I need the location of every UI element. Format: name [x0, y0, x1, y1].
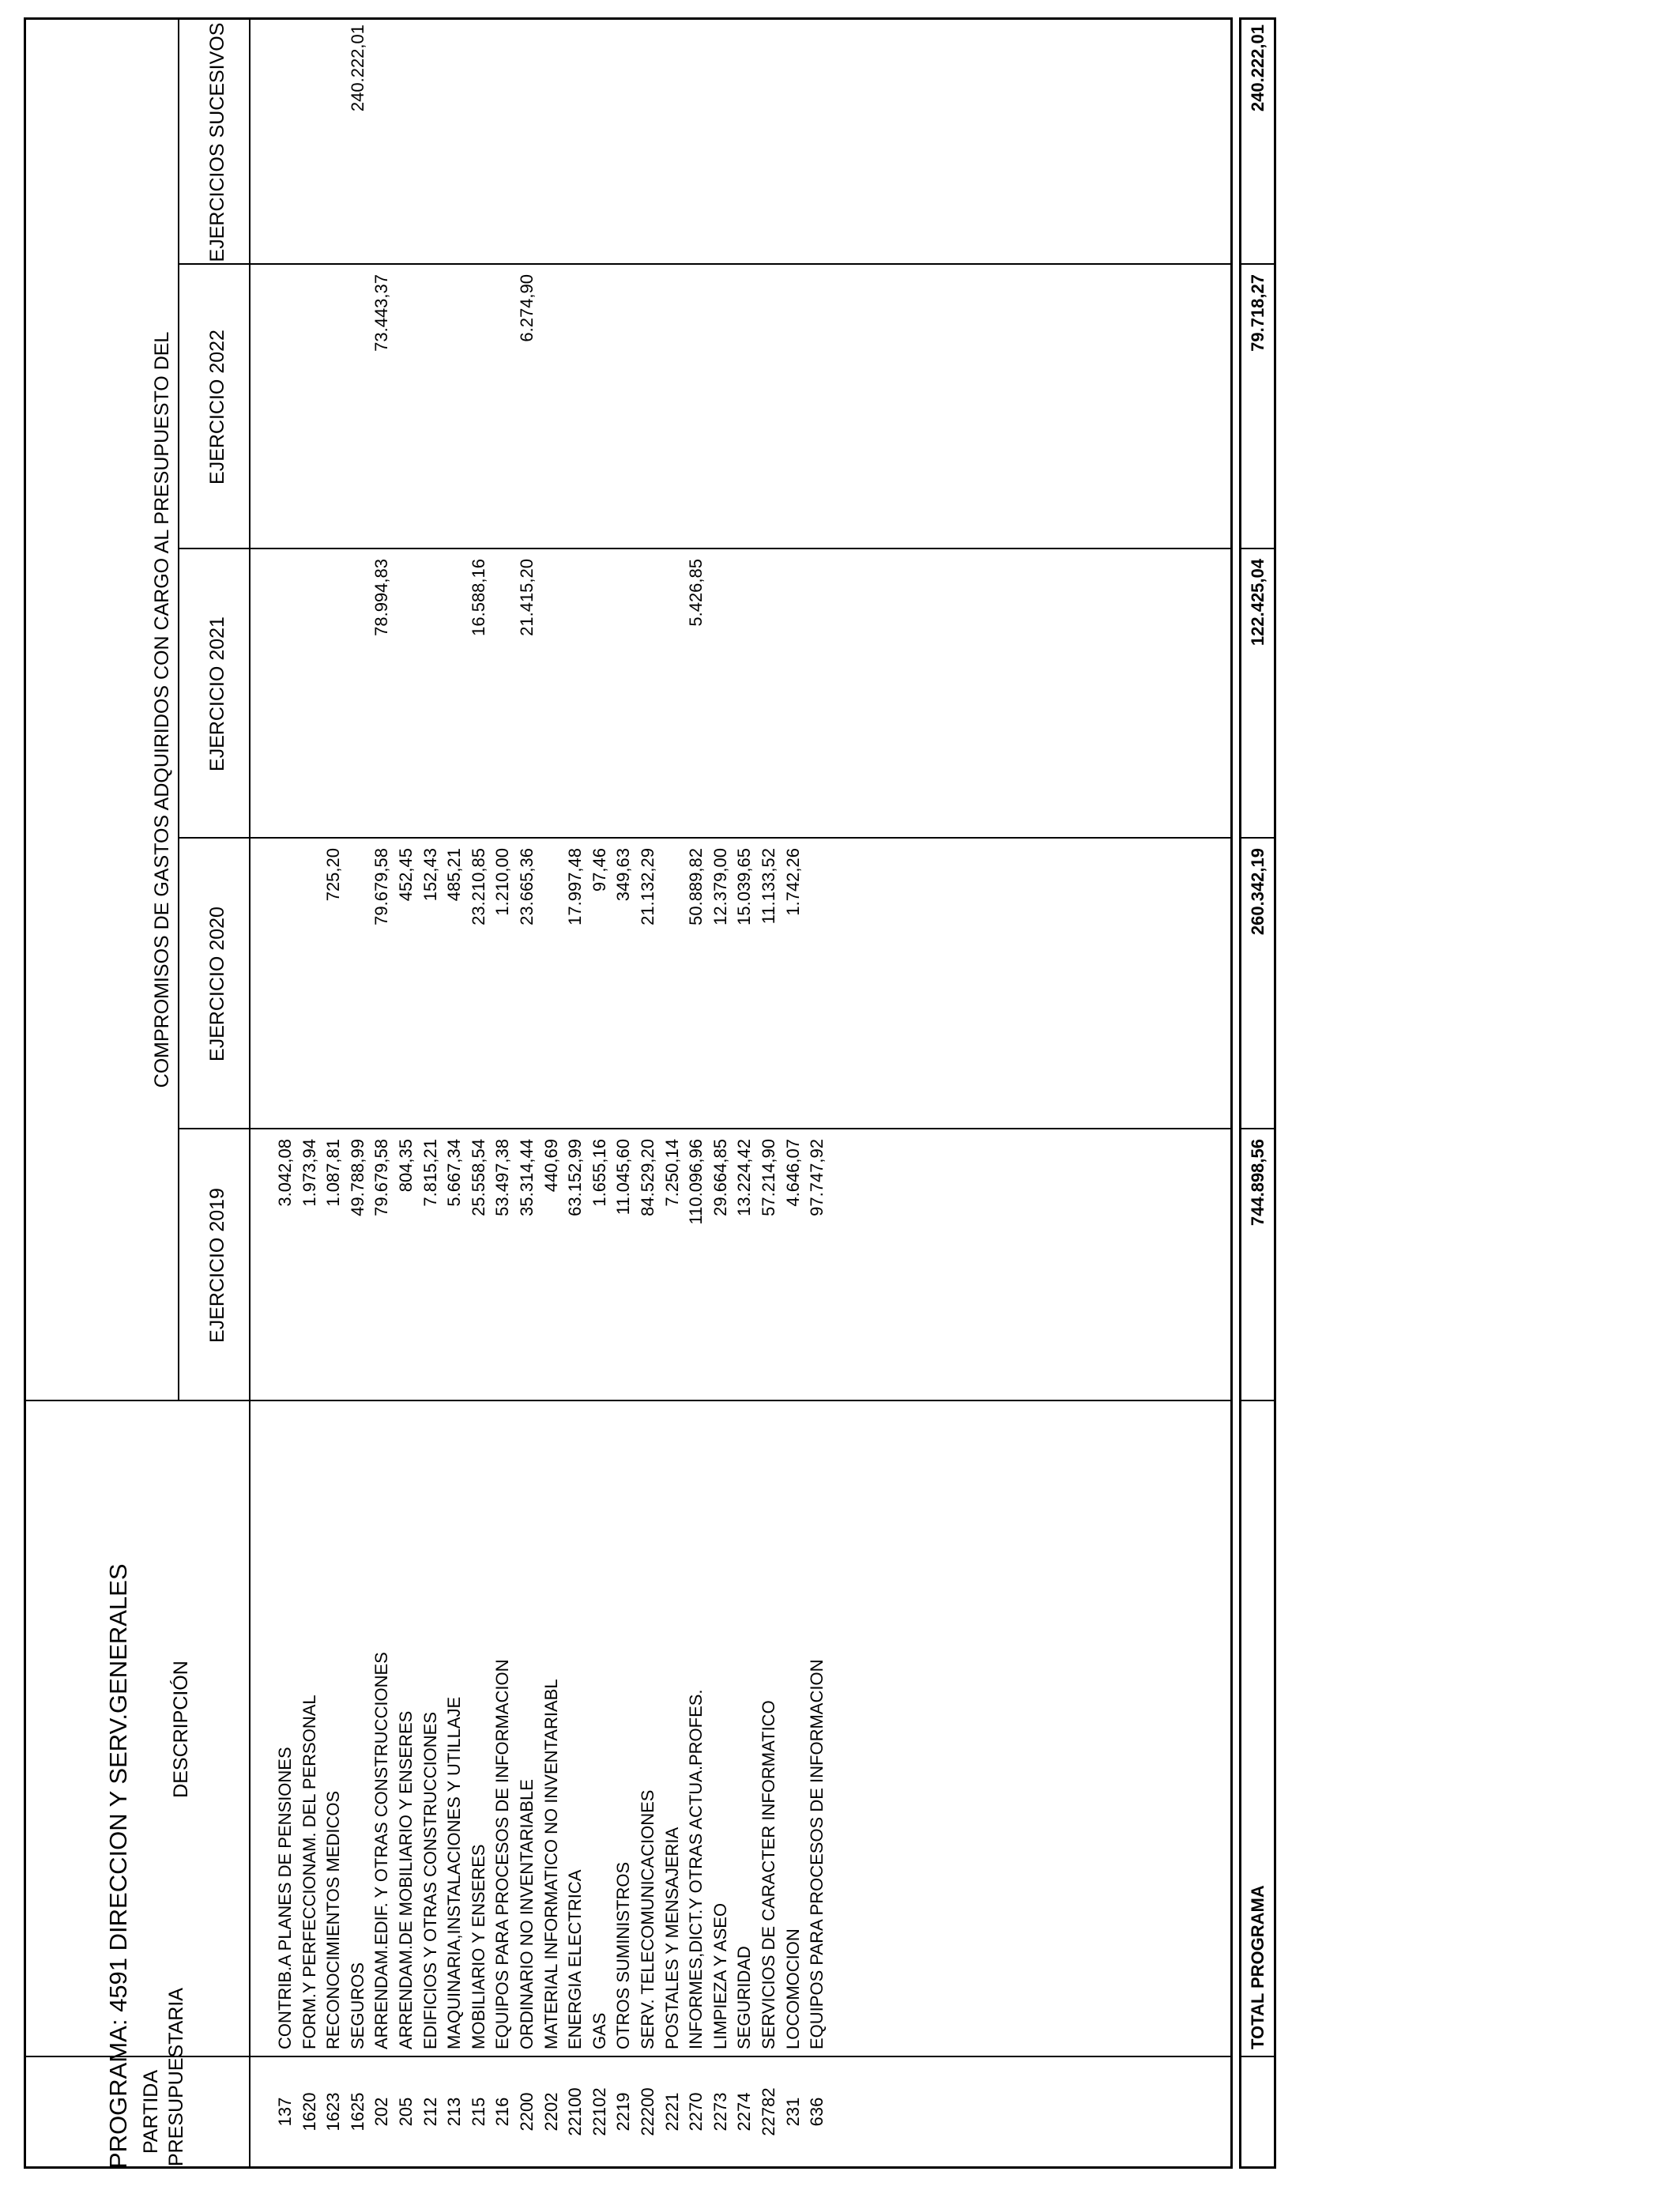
amount-2019: 49.788,99	[347, 1139, 367, 1216]
amount-sucesivos	[562, 25, 589, 265]
amount-sucesivos	[755, 25, 782, 265]
amount-2022	[489, 274, 516, 549]
partida-code: 213	[444, 2097, 465, 2127]
total-2019: 744.898,56	[1248, 1139, 1268, 1227]
amount-sucesivos	[417, 25, 444, 265]
partida-description: EQUIPOS PARA PROCESOS DE INFORMACION	[807, 1659, 827, 2049]
amount-2020: 12.379,00	[710, 848, 730, 925]
amount-2021	[441, 559, 468, 839]
amount-2021	[538, 559, 565, 839]
amount-2021	[731, 559, 758, 839]
amount-2021	[755, 559, 782, 839]
amount-2020: 725,20	[323, 848, 344, 902]
amount-2022	[441, 274, 468, 549]
amount-2021: 5.426,85	[686, 559, 706, 627]
ejercicio-2021-header: EJERCICIO 2021	[206, 616, 228, 771]
amount-sucesivos	[393, 25, 420, 265]
partida-code: 636	[807, 2097, 827, 2127]
amount-sucesivos	[635, 25, 661, 265]
total-sucesivos: 240.222,01	[1248, 25, 1268, 112]
amount-2019: 63.152,99	[565, 1139, 586, 1216]
compromisos-header: COMPROMISOS DE GASTOS ADQUIRIDOS CON CARGO AL PRESUPUESTO DEL	[151, 331, 173, 1088]
amount-2019: 7.815,21	[420, 1139, 440, 1207]
amount-sucesivos	[272, 25, 299, 265]
amount-sucesivos	[659, 25, 686, 265]
amount-2020: 23.210,85	[468, 848, 488, 925]
amount-sucesivos	[804, 25, 831, 265]
amount-2021	[272, 559, 299, 839]
amount-sucesivos	[538, 25, 565, 265]
amount-2022	[562, 274, 589, 549]
amount-2019: 3.042,08	[275, 1139, 295, 1207]
amount-2020: 1.210,00	[492, 848, 513, 916]
partida-description: CONTRIB.A PLANES DE PENSIONES	[275, 1747, 295, 2049]
amount-2020: 1.742,26	[782, 848, 803, 916]
partida-header-line2: PRESUPUESTARIA	[165, 1988, 187, 2166]
partida-code: 216	[492, 2097, 513, 2127]
amount-2019: 804,35	[396, 1139, 416, 1193]
amount-2022	[345, 274, 371, 549]
header-bottom-line	[249, 20, 250, 2166]
amount-2022	[780, 274, 807, 549]
partida-code: 1620	[299, 2092, 319, 2132]
amount-2021	[393, 559, 420, 839]
amount-2021	[296, 559, 323, 839]
amount-2022	[707, 274, 734, 549]
partida-description: ORDINARIO NO INVENTARIABLE	[517, 1779, 537, 2049]
amount-2020: 23.665,36	[517, 848, 537, 925]
amount-2021	[586, 559, 613, 839]
partida-code: 22200	[638, 2087, 657, 2136]
amount-2022	[683, 274, 710, 549]
partida-description: MATERIAL INFORMATICO NO INVENTARIABL	[541, 1679, 561, 2049]
partida-description: EQUIPOS PARA PROCESOS DE INFORMACION	[492, 1659, 513, 2049]
partida-code: 2273	[710, 2092, 730, 2132]
amount-2021	[610, 559, 637, 839]
amount-2019: 84.529,20	[638, 1139, 657, 1216]
amount-2020	[659, 848, 686, 1129]
amount-2022	[755, 274, 782, 549]
amount-2019: 29.664,85	[710, 1139, 730, 1216]
amount-2021	[417, 559, 444, 839]
amount-2020: 79.679,58	[371, 848, 392, 925]
amount-2020	[345, 848, 371, 1129]
partida-description: LIMPIEZA Y ASEO	[710, 1902, 730, 2049]
amount-2020	[272, 848, 299, 1129]
amount-2022: 6.274,90	[517, 274, 537, 342]
amount-2021	[320, 559, 347, 839]
amount-2021	[659, 559, 686, 839]
ejercicios-sucesivos-header: EJERCICIOS SUCESIVOS	[206, 22, 228, 262]
amount-2020	[296, 848, 323, 1129]
amount-2022	[731, 274, 758, 549]
amount-sucesivos	[441, 25, 468, 265]
partida-code: 2202	[541, 2092, 561, 2132]
amount-2019: 35.314,44	[517, 1139, 537, 1216]
partida-code: 212	[420, 2097, 440, 2127]
amount-sucesivos	[514, 25, 541, 265]
ejercicio-2019-header: EJERCICIO 2019	[206, 1188, 228, 1343]
amount-2022	[659, 274, 686, 549]
amount-2019: 5.667,34	[444, 1139, 465, 1207]
amount-sucesivos	[368, 25, 395, 265]
partida-code: 1623	[323, 2092, 344, 2132]
partida-description: INFORMES,DICT.Y OTRAS ACTUA.PROFES.	[686, 1689, 706, 2049]
amount-2019: 11.045,60	[613, 1139, 634, 1216]
amount-sucesivos: 240.222,01	[347, 25, 367, 112]
partida-code: 22102	[589, 2087, 609, 2136]
partida-description: ARRENDAM.DE MOBILIARIO Y ENSERES	[396, 1710, 416, 2049]
header-divider	[178, 20, 179, 1401]
partida-code: 22782	[759, 2087, 778, 2136]
partida-code: 2274	[734, 2092, 755, 2132]
partida-description: LOCOMOCION	[782, 1928, 803, 2049]
amount-2019: 1.973,94	[299, 1139, 319, 1207]
total-2022: 79.718,27	[1248, 274, 1268, 352]
budget-table	[24, 17, 1233, 2169]
total-label: TOTAL PROGRAMA	[1248, 1885, 1268, 2049]
amount-sucesivos	[780, 25, 807, 265]
partida-description: SERV. TELECOMUNICACIONES	[638, 1789, 657, 2049]
amount-2020: 17.997,48	[565, 848, 586, 925]
amount-2021	[635, 559, 661, 839]
amount-2019: 1.655,16	[589, 1139, 609, 1207]
partida-code: 231	[782, 2097, 803, 2127]
partida-code: 202	[371, 2097, 392, 2127]
partida-code: 2219	[613, 2092, 634, 2132]
amount-2022	[804, 274, 831, 549]
partida-code: 1625	[347, 2092, 367, 2132]
descripcion-header: DESCRIPCIÓN	[170, 1661, 192, 1798]
amount-2022	[586, 274, 613, 549]
amount-sucesivos	[707, 25, 734, 265]
total-row	[1239, 17, 1276, 2169]
partida-description: OTROS SUMINISTROS	[613, 1861, 634, 2049]
amount-2022	[465, 274, 492, 549]
partida-code: 2200	[517, 2092, 537, 2132]
amount-sucesivos	[489, 25, 516, 265]
amount-2021	[562, 559, 589, 839]
partida-code: 137	[275, 2097, 295, 2127]
partida-description: POSTALES Y MENSAJERIA	[661, 1826, 682, 2049]
amount-2021	[489, 559, 516, 839]
partida-description: SEGURIDAD	[734, 1946, 755, 2049]
amount-sucesivos	[586, 25, 613, 265]
amount-2019: 79.679,58	[371, 1139, 392, 1216]
partida-description: SERVICIOS DE CARACTER INFORMATICO	[759, 1700, 778, 2049]
amount-2021	[345, 559, 371, 839]
amount-2022	[296, 274, 323, 549]
partida-code: 2270	[686, 2092, 706, 2132]
partida-description: MAQUINARIA,INSTALACIONES Y UTILLAJE	[444, 1696, 465, 2049]
amount-2022	[272, 274, 299, 549]
partida-description: MOBILIARIO Y ENSERES	[468, 1844, 488, 2049]
amount-2020	[538, 848, 565, 1129]
amount-2019: 25.558,54	[468, 1139, 488, 1216]
partida-code: 215	[468, 2097, 488, 2127]
amount-2019: 97.747,92	[807, 1139, 827, 1216]
amount-2020: 11.133,52	[759, 848, 778, 925]
amount-sucesivos	[731, 25, 758, 265]
amount-2022: 73.443,37	[371, 274, 392, 352]
amount-2020: 97,46	[589, 848, 609, 892]
amount-2022	[635, 274, 661, 549]
col-divider	[1241, 2056, 1274, 2057]
amount-2022	[538, 274, 565, 549]
ejercicio-2022-header: EJERCICIO 2022	[206, 330, 228, 484]
partida-code: 205	[396, 2097, 416, 2127]
partida-description: ARRENDAM.EDIF. Y OTRAS CONSTRUCCIONES	[371, 1652, 392, 2049]
amount-2021: 78.994,83	[371, 559, 392, 636]
program-title: PROGRAMA: 4591 DIRECCION Y SERV.GENERALES	[104, 1563, 132, 2169]
amount-2019: 7.250,14	[661, 1139, 682, 1207]
amount-sucesivos	[320, 25, 347, 265]
amount-2019: 1.087,81	[323, 1139, 344, 1207]
amount-2022	[610, 274, 637, 549]
amount-sucesivos	[465, 25, 492, 265]
amount-2019: 57.214,90	[759, 1139, 778, 1216]
amount-2019: 53.497,38	[492, 1139, 513, 1216]
partida-code: 22100	[565, 2087, 586, 2136]
partida-description: FORM.Y PERFECCIONAM. DEL PERSONAL	[299, 1695, 319, 2049]
partida-header-line1: PARTIDA	[140, 2069, 162, 2154]
amount-2021	[804, 559, 831, 839]
amount-2020: 50.889,82	[686, 848, 706, 925]
partida-description: EDIFICIOS Y OTRAS CONSTRUCCIONES	[420, 1711, 440, 2049]
amount-2020	[804, 848, 831, 1129]
amount-sucesivos	[296, 25, 323, 265]
amount-2020: 15.039,65	[734, 848, 755, 925]
amount-2019: 110.096,96	[686, 1139, 706, 1225]
total-2020: 260.342,19	[1248, 848, 1268, 936]
partida-description: SEGUROS	[347, 1962, 367, 2049]
amount-2019: 13.224,42	[734, 1139, 755, 1216]
amount-2021: 16.588,16	[468, 559, 488, 636]
amount-2021	[707, 559, 734, 839]
partida-description: RECONOCIMIENTOS MEDICOS	[323, 1790, 344, 2049]
partida-description: GAS	[589, 2012, 609, 2049]
amount-2020: 349,63	[613, 848, 634, 902]
amount-2020: 452,45	[396, 848, 416, 902]
amount-2019: 4.646,07	[782, 1139, 803, 1207]
amount-sucesivos	[610, 25, 637, 265]
amount-2019: 440,69	[541, 1139, 561, 1193]
amount-sucesivos	[683, 25, 710, 265]
partida-description: ENERGIA ELECTRICA	[565, 1869, 586, 2049]
amount-2022	[393, 274, 420, 549]
amount-2022	[417, 274, 444, 549]
amount-2021: 21.415,20	[517, 559, 537, 636]
ejercicio-2020-header: EJERCICIO 2020	[206, 907, 228, 1061]
partida-code: 2221	[661, 2092, 682, 2132]
total-2021: 122.425,04	[1248, 559, 1268, 647]
amount-2020: 485,21	[444, 848, 465, 902]
amount-2021	[780, 559, 807, 839]
amount-2020: 21.132,29	[638, 848, 657, 925]
amount-2022	[320, 274, 347, 549]
amount-2020: 152,43	[420, 848, 440, 902]
